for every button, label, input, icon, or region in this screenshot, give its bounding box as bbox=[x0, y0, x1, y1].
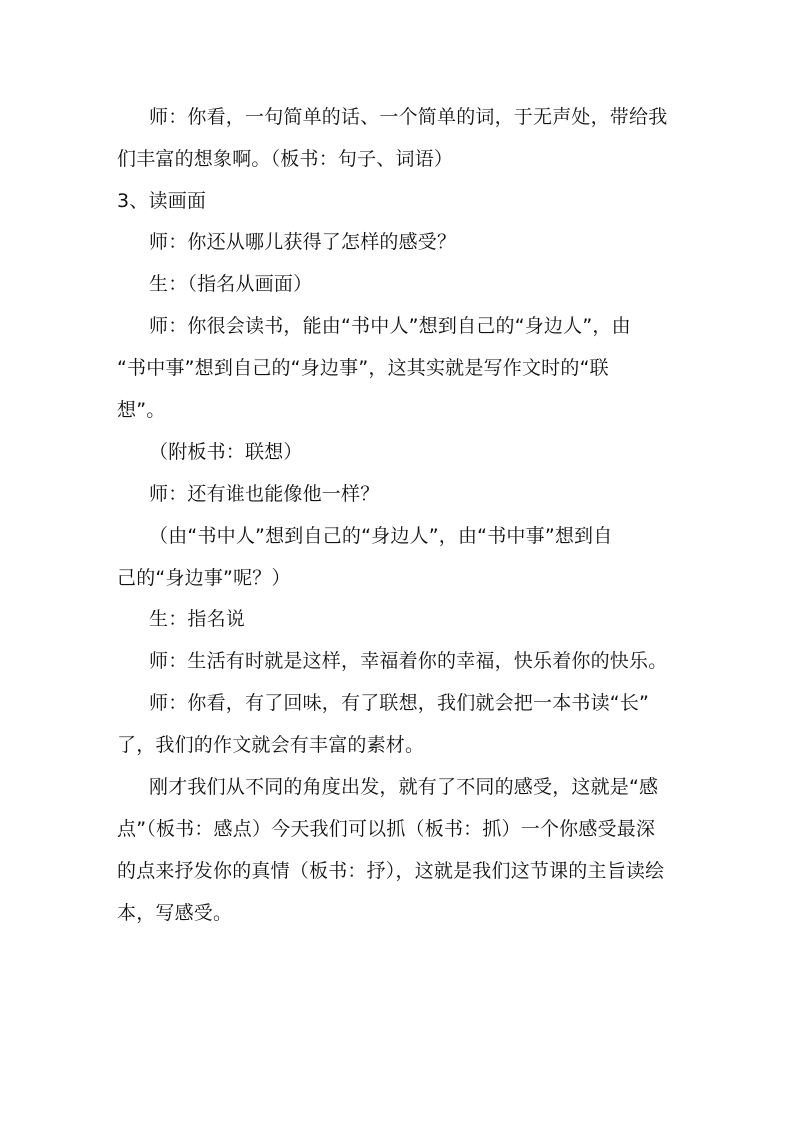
paragraph-line: 己的“身边事”呢？） bbox=[117, 567, 291, 589]
paragraph-line: 了，我们的作文就会有丰富的素材。 bbox=[117, 734, 425, 756]
paragraph-line: 师：还有谁也能像他一样？ bbox=[149, 483, 380, 505]
paragraph-line: 师：生活有时就是这样，幸福着你的幸福，快乐着你的快乐。 bbox=[149, 650, 668, 672]
paragraph-line: 生：指名说 bbox=[149, 608, 246, 630]
paragraph-line: 生：（指名从画面） bbox=[149, 273, 313, 295]
paragraph-line: “书中事”想到自己的“身边事”，这其实就是写作文时的“联 bbox=[117, 357, 609, 379]
paragraph-line: 想”。 bbox=[117, 399, 166, 421]
section-heading: 3、读画面 bbox=[117, 190, 207, 212]
paragraph-line: 师：你看，一句简单的话、一个简单的词，于无声处，带给我 bbox=[149, 106, 668, 128]
paragraph-line: 的点来抒发你的真情（板书：抒），这就是我们这节课的主旨读绘 bbox=[117, 860, 665, 882]
paragraph-line: 师：你很会读书，能由“书中人”想到自己的“身边人”，由 bbox=[149, 315, 631, 337]
paragraph-line: （由“书中人”想到自己的“身边人”，由“书中事”想到自 bbox=[149, 525, 613, 547]
paragraph-line: 点”（板书：感点）今天我们可以抓（板书：抓）一个你感受最深 bbox=[117, 818, 656, 840]
paragraph-line: 刚才我们从不同的角度出发，就有了不同的感受，这就是“感 bbox=[149, 776, 659, 798]
paragraph-line: 本，写感受。 bbox=[117, 902, 233, 924]
paragraph-line: 师：你看，有了回味，有了联想，我们就会把一本书读“长” bbox=[149, 692, 650, 714]
paragraph-line: 师：你还从哪儿获得了怎样的感受？ bbox=[149, 231, 457, 253]
paragraph-line: 们丰富的想象啊。（板书：句子、词语） bbox=[117, 148, 454, 170]
paragraph-line: （附板书：联想） bbox=[149, 441, 303, 463]
